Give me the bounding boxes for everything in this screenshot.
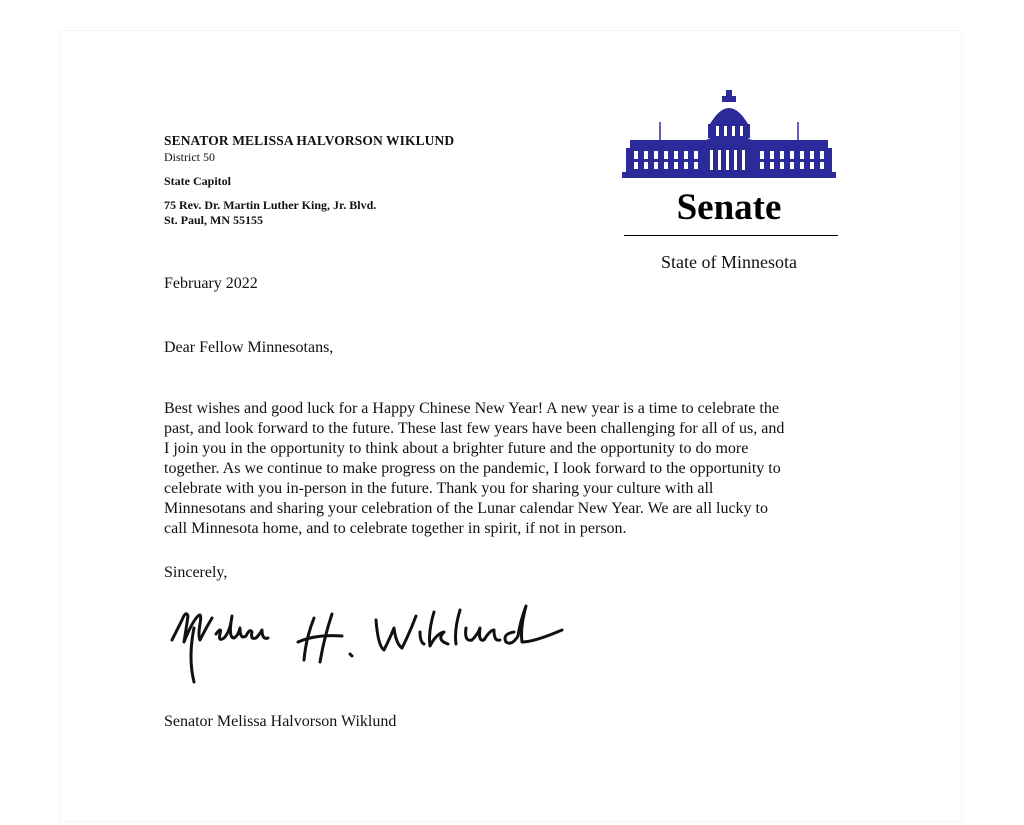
paragraph-line: Minnesotans and sharing your celebration of the Lunar calendar New Year. We are all lucky to [164,500,768,517]
paragraph-line: together. As we continue to make progress on the pandemic, I look forward to the opportunity to [164,460,781,477]
letter-closing: Sincerely, [164,564,228,581]
sender-block [164,133,454,228]
state-capitol-building-icon [618,90,840,184]
paragraph-line: past, and look forward to the future. These last few years have been challenging for all of us, and [164,420,785,437]
paragraph-line: Best wishes and good luck for a Happy Chinese New Year! A new year is a time to celebrate the [164,400,779,417]
sender-office: State Capitol [164,174,231,188]
paragraph-line: I join you in the opportunity to think about a brighter future and the opportunity to do more [164,440,749,457]
sender-name: SENATOR MELISSA HALVORSON WIKLUND [164,133,455,148]
signer-name: Senator Melissa Halvorson Wiklund [164,713,397,730]
handwritten-signature [164,598,574,693]
paragraph-line: celebrate with you in-person in the future. Thank you for sharing your culture with all [164,480,714,497]
state-subtitle: State of Minnesota [661,252,797,272]
letterhead-divider [624,235,838,236]
paragraph-line: call Minnesota home, and to celebrate together in spirit, if not in person. [164,520,627,537]
sender-address-line2: St. Paul, MN 55155 [164,213,263,227]
letter-salutation: Dear Fellow Minnesotans, [164,339,334,356]
sender-district: District 50 [164,150,215,164]
senate-title: Senate [676,187,782,228]
sender-address-line1: 75 Rev. Dr. Martin Luther King, Jr. Blvd. [164,198,377,212]
letter-date: February 2022 [164,275,258,292]
letter-paragraph [164,399,864,539]
